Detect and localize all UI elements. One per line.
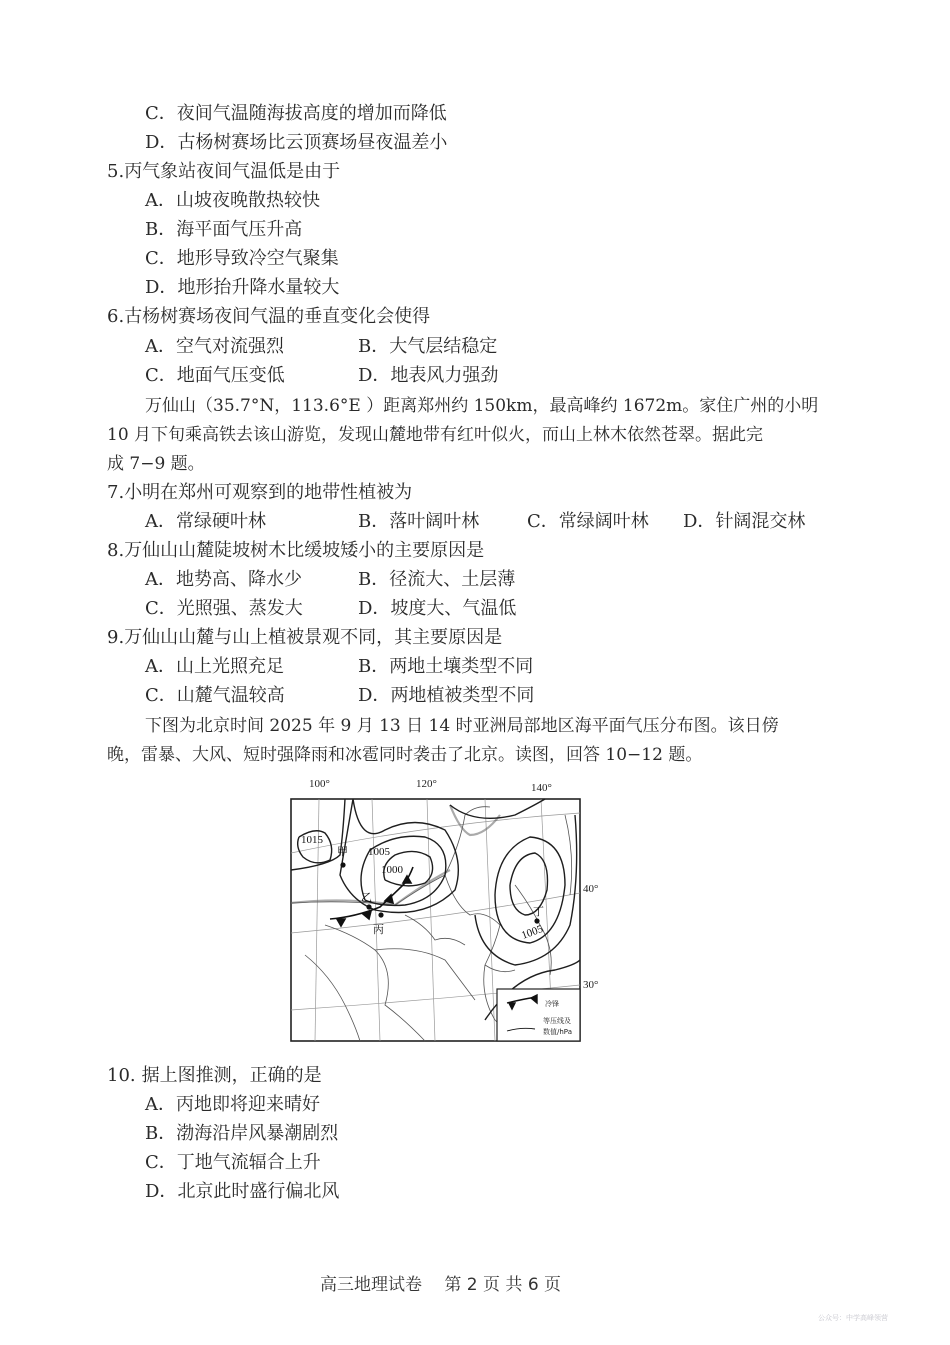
passage-7-9-line3: 成 7−9 题。 [107, 454, 205, 474]
option-8d: D．坡度大、气温低 [358, 598, 517, 619]
svg-text:1005: 1005 [519, 923, 545, 942]
passage-10-12-line2: 晚，雷暴、大风、短时强降雨和冰雹同时袭击了北京。读图，回答 10−12 题。 [107, 745, 703, 765]
svg-text:1015: 1015 [301, 834, 323, 846]
option-9b: B．两地土壤类型不同 [358, 656, 534, 677]
svg-text:甲: 甲 [337, 845, 348, 858]
option-5c: C．地形导致冷空气聚集 [145, 248, 339, 269]
option-5a: A．山坡夜晚散热较快 [145, 190, 320, 211]
option-6c: C．地面气压变低 [145, 365, 285, 386]
option-8a: A．地势高、降水少 [145, 569, 302, 590]
svg-text:丁: 丁 [533, 905, 544, 918]
option-7b: B．落叶阔叶林 [358, 511, 480, 532]
passage-10-12-line1: 下图为北京时间 2025 年 9 月 13 日 14 时亚洲局部地区海平面气压分布图。该日傍 [145, 716, 779, 736]
svg-text:1005: 1005 [368, 846, 390, 858]
svg-text:乙: 乙 [361, 891, 372, 904]
question-8-stem: 8.万仙山山麓陡坡树木比缓坡矮小的主要原因是 [107, 540, 485, 561]
svg-text:丙: 丙 [373, 923, 384, 936]
option-5b: B．海平面气压升高 [145, 219, 303, 240]
lon-label-120: 120° [416, 778, 437, 790]
option-9a: A．山上光照充足 [145, 656, 284, 677]
passage-7-9-line2: 10 月下旬乘高铁去该山游览，发现山麓地带有红叶似火，而山上林木依然苍翠。据此完 [107, 425, 764, 445]
option-8b: B．径流大、土层薄 [358, 569, 516, 590]
option-9d: D．两地植被类型不同 [358, 685, 535, 706]
question-7-stem: 7.小明在郑州可观察到的地带性植被为 [107, 482, 413, 503]
option-10b: B．渤海沿岸风暴潮剧烈 [145, 1123, 339, 1144]
option-7a: A．常绿硬叶林 [145, 511, 266, 532]
svg-text:数值/hPa: 数值/hPa [543, 1028, 572, 1036]
page-footer: 高三地理试卷 第 2 页 共 6 页 [320, 1275, 562, 1295]
svg-text:等压线及: 等压线及 [543, 1017, 571, 1025]
option-6b: B．大气层结稳定 [358, 336, 498, 357]
question-6-stem: 6.古杨树赛场夜间气温的垂直变化会使得 [107, 306, 431, 327]
lon-label-140: 140° [531, 782, 552, 794]
sea-level-pressure-map [285, 775, 599, 1047]
option-10a: A．丙地即将迎来晴好 [145, 1094, 320, 1115]
option-7d: D．针阔混交林 [683, 511, 806, 532]
watermark: 公众号：中学高峰领营 [818, 1314, 888, 1322]
option-9c: C．山麓气温较高 [145, 685, 285, 706]
question-9-stem: 9.万仙山山麓与山上植被景观不同，其主要原因是 [107, 627, 503, 648]
option-10d: D．北京此时盛行偏北风 [145, 1181, 340, 1202]
option-4c: C．夜间气温随海拔高度的增加而降低 [145, 103, 447, 124]
lon-label-100: 100° [309, 778, 330, 790]
option-4d: D．古杨树赛场比云顶赛场昼夜温差小 [145, 132, 448, 153]
question-10-stem: 10. 据上图推测，正确的是 [107, 1065, 322, 1086]
lat-label-30: 30° [583, 979, 599, 991]
option-8c: C．光照强、蒸发大 [145, 598, 303, 619]
passage-7-9-line1: 万仙山（35.7°N，113.6°E ）距离郑州约 150km，最高峰约 1672m。家住广州的小明 [145, 396, 819, 416]
option-5d: D．地形抬升降水量较大 [145, 277, 340, 298]
option-6d: D．地表风力强劲 [358, 365, 499, 386]
map-svg [285, 775, 595, 1047]
svg-text:1000: 1000 [381, 864, 403, 876]
option-6a: A．空气对流强烈 [145, 336, 284, 357]
svg-text:冷锋: 冷锋 [545, 1000, 559, 1008]
option-10c: C．丁地气流辐合上升 [145, 1152, 321, 1173]
question-5-stem: 5.丙气象站夜间气温低是由于 [107, 161, 341, 182]
option-7c: C．常绿阔叶林 [527, 511, 649, 532]
lat-label-40: 40° [583, 883, 599, 895]
